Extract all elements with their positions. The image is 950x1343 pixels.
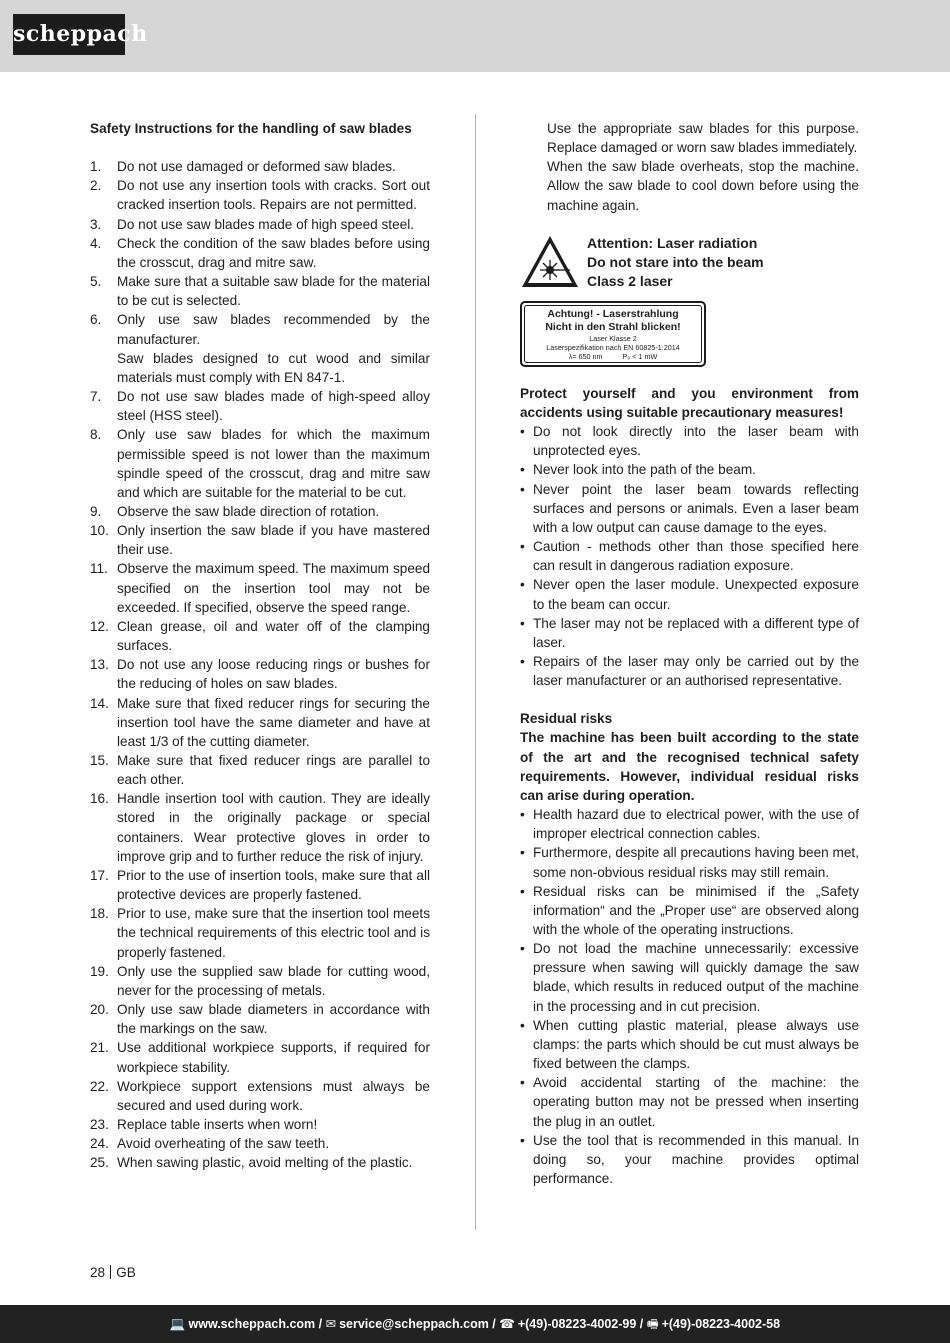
bullet-item: • When cutting plastic material, please always use clamps: the parts which should be cut must always be fixed between the clamps. [520, 1016, 859, 1073]
page-number-footer [90, 1265, 136, 1281]
laser-label-class: Laser Klasse 2 [589, 333, 637, 343]
list-item-number: 10. [90, 523, 109, 539]
list-item [90, 234, 430, 272]
list-item-note: Saw blades designed to cut wood and similar materials must comply with EN 847-1. [117, 350, 430, 385]
list-item-number: 22. [90, 1078, 109, 1094]
list-item [90, 272, 430, 310]
computer-icon: 💻 [169, 1317, 186, 1331]
page-number: 28 [90, 1265, 106, 1280]
column-divider [475, 114, 476, 1230]
bullet-item: • Residual risks can be minimised if the „Safety information“ and the „Proper use“ are observed along with the whole of the operating instructions. [520, 882, 859, 939]
list-item-text: Prior to use, make sure that the insertion tool meets the technical requirements of this electric tool and is properly fastened. [117, 906, 430, 960]
phone-icon: ☎ [499, 1317, 515, 1331]
list-item-text: Do not use saw blades made of high speed steel. [117, 216, 414, 232]
list-item-text: Replace table inserts when worn! [117, 1116, 318, 1132]
email-link[interactable]: service@scheppach.com [339, 1317, 489, 1331]
list-item-number: 12. [90, 618, 109, 634]
list-item-number: 15. [90, 753, 109, 768]
saw-blade-safety-heading: Safety Instructions for the handling of saw blades [90, 121, 412, 136]
laser-precaution-list [520, 422, 859, 690]
list-item-number: 9. [90, 503, 102, 519]
list-item-number: 21. [90, 1040, 109, 1056]
list-item [90, 1077, 430, 1115]
protect-heading: Protect yourself and you environment from accidents using suitable precautionary measures! [520, 385, 859, 420]
list-item-text: Use additional workpiece supports, if required for workpiece stability. [117, 1040, 430, 1075]
laser-class-label [520, 301, 706, 367]
contact-bar: 💻 www.scheppach.com / ✉ service@scheppach.com / ☎ +(49)-08223-4002-99 / 🖷 +(49)-08223-4002-58 [0, 1305, 950, 1343]
list-item-text: Only use the supplied saw blade for cutting wood, never for the processing of metals. [117, 963, 430, 998]
residual-risks-heading: Residual risks [520, 711, 613, 727]
list-item [90, 1153, 430, 1172]
bullet-item: • Do not look directly into the laser beam with unprotected eyes. [520, 422, 859, 460]
list-item-number: 18. [90, 906, 109, 922]
bullet-item: • Repairs of the laser may only be carried out by the laser manufacturer or an authorised representative. [520, 652, 859, 690]
list-item [90, 425, 430, 502]
bullet-item: • Never look into the path of the beam. [520, 460, 859, 479]
laser-label-spec: Laserspezifikation nach EN 60825-1:2014 [546, 342, 680, 352]
list-item-text: Do not use damaged or deformed saw blades. [117, 159, 396, 175]
residual-risks-list [520, 805, 859, 1188]
list-item-text: Observe the maximum speed. The maximum speed specified on the insertion tool may not be exceeded. If specified, observe the speed range. [117, 561, 430, 615]
laser-warning-line: Class 2 laser [587, 273, 673, 290]
list-item-number: 25. [90, 1155, 109, 1171]
list-item-text: Only use saw blade diameters in accordance with the markings on the saw. [117, 1002, 430, 1037]
list-item-number: 13. [90, 657, 109, 673]
list-item [90, 1134, 430, 1153]
list-item [90, 1115, 430, 1134]
bullet-item: • Furthermore, despite all precautions having been met, some non-obvious residual risks may still remain. [520, 843, 859, 881]
laser-warning-text [587, 234, 764, 291]
list-item-number: 11. [90, 561, 108, 577]
list-item [90, 789, 430, 866]
page-header [0, 0, 950, 72]
bullet-item: • Use the tool that is recommended in this manual. In doing so, your machine provides optimal performance. [520, 1131, 859, 1188]
list-item [90, 215, 430, 234]
list-item-number: 6. [90, 312, 102, 328]
list-item-number: 8. [90, 427, 102, 443]
list-item-text: Only use saw blades for which the maximum permissible speed is not lower than the maximum spindle speed of the crosscut, drag and mitre saw and which are suitable for the material to be cut. [117, 427, 430, 500]
website-link[interactable]: www.scheppach.com [188, 1317, 316, 1331]
continuation-paragraph: When the saw blade overheats, stop the machine. Allow the saw blade to cool down before using the machine again. [547, 159, 859, 213]
bullet-item: • Never open the laser module. Unexpected exposure to the beam can occur. [520, 575, 859, 613]
list-item-text: Do not use any loose reducing rings or bushes for the reducing of holes on saw blades. [117, 657, 430, 692]
list-item-number: 16. [90, 791, 109, 807]
laser-label-title: Achtung! - Laserstrahlung [547, 307, 679, 320]
list-item [90, 387, 430, 425]
list-item-number: 23. [90, 1116, 109, 1132]
bullet-item: • Do not load the machine unnecessarily: excessive pressure when sawing will quickly damage the saw blade, which results in reduced output of the machine in the processing and in cut precision. [520, 939, 859, 1016]
email-icon: ✉ [325, 1317, 337, 1331]
list-item-text: Make sure that a suitable saw blade for the material to be cut is selected. [117, 274, 430, 309]
list-item-number: 1. [90, 159, 102, 175]
fax-icon: 🖷 [646, 1317, 659, 1331]
list-item-text: When sawing plastic, avoid melting of the plastic. [117, 1155, 413, 1171]
list-item-number: 3. [90, 216, 102, 232]
bullet-item: • The laser may not be replaced with a different type of laser. [520, 614, 859, 652]
list-item [90, 1000, 430, 1038]
phone-number: +(49)-08223-4002-99 [517, 1317, 637, 1331]
list-item-text: Only use saw blades recommended by the manufacturer. [117, 312, 430, 347]
list-item-text: Workpiece support extensions must always be secured and used during work. [117, 1078, 430, 1113]
list-item-number: 5. [90, 274, 102, 290]
list-item [90, 866, 430, 904]
bullet-item: • Avoid accidental starting of the machine: the operating button may not be pressed when inserting the plug in an outlet. [520, 1073, 859, 1130]
list-item-text: Clean grease, oil and water off of the clamping surfaces. [117, 618, 430, 654]
list-item-text: Handle insertion tool with caution. They are ideally stored in the originally package or special containers. Wear protective gloves in order to improve grip and to further reduce the risk of injury. [117, 791, 430, 864]
list-item [90, 694, 430, 751]
continuation-paragraph: Use the appropriate saw blades for this purpose. Replace damaged or worn saw blades immediately. [547, 121, 859, 156]
laser-warning-block [520, 234, 859, 292]
list-item-number: 14. [90, 695, 109, 711]
list-item-number: 20. [90, 1002, 109, 1018]
list-item [90, 521, 430, 559]
list-item-text: Make sure that fixed reducer rings for securing the insertion tool have the same diameter and have at least 1/3 of the cutting diameter. [117, 695, 430, 749]
laser-warning-line: Do not stare into the beam [587, 253, 764, 270]
list-item-number: 24. [90, 1136, 109, 1152]
saw-blade-safety-list [90, 157, 430, 1172]
list-item-number: 4. [90, 235, 102, 251]
bullet-item: • Never point the laser beam towards reflecting surfaces and persons or animals. Even a laser beam with a low output can cause damage to the eyes. [520, 480, 859, 537]
list-item [90, 904, 430, 961]
list-item-text: Avoid overheating of the saw teeth. [117, 1136, 330, 1152]
list-item [90, 310, 430, 387]
language-code: GB [116, 1265, 136, 1280]
residual-risks-intro: The machine has been built according to the state of the art and the recognised technical safety requirements. However, individual residual risks can arise during operation. [520, 730, 859, 803]
laser-warning-icon [520, 234, 580, 289]
right-column [520, 119, 859, 1188]
laser-warning-line: Attention: Laser radiation [587, 234, 758, 251]
list-item-number: 17. [90, 867, 109, 883]
list-item [90, 502, 430, 521]
list-item-text: Prior to the use of insertion tools, make sure that all protective devices are properly fastened. [117, 867, 430, 903]
list-item [90, 176, 430, 214]
list-item-text: Make sure that fixed reducer rings are parallel to each other. [117, 753, 430, 788]
left-column [90, 119, 430, 1172]
list-item-number: 19. [90, 963, 109, 979]
list-item-text: Only insertion the saw blade if you have mastered their use. [117, 523, 430, 558]
bullet-item: • Health hazard due to electrical power, with the use of improper electrical connection cables. [520, 805, 859, 843]
list-item [90, 1038, 430, 1076]
list-item-number: 2. [90, 178, 102, 194]
list-item-text: Do not use saw blades made of high-speed alloy steel (HSS steel). [117, 389, 430, 424]
laser-label-warning: Nicht in den Strahl blicken! [545, 320, 681, 333]
list-item-text: Observe the saw blade direction of rotation. [117, 503, 380, 519]
fax-number: +(49)-08223-4002-58 [661, 1317, 781, 1331]
list-item [90, 157, 430, 176]
list-item-number: 7. [90, 389, 102, 405]
list-item [90, 655, 430, 693]
list-item-text: Check the condition of the saw blades before using the crosscut, drag and mitre saw. [117, 235, 430, 270]
list-item [90, 751, 430, 789]
list-item [90, 962, 430, 1000]
list-item [90, 617, 430, 655]
bullet-item: • Caution - methods other than those specified here can result in dangerous radiation exposure. [520, 537, 859, 575]
laser-label-values: λ= 650 nm P₀ < 1 mW [568, 351, 658, 361]
list-item [90, 559, 430, 616]
list-item-text: Do not use any insertion tools with cracks. Sort out cracked insertion tools. Repairs are not permitted. [117, 178, 430, 213]
scheppach-logo: scheppach [13, 14, 125, 55]
